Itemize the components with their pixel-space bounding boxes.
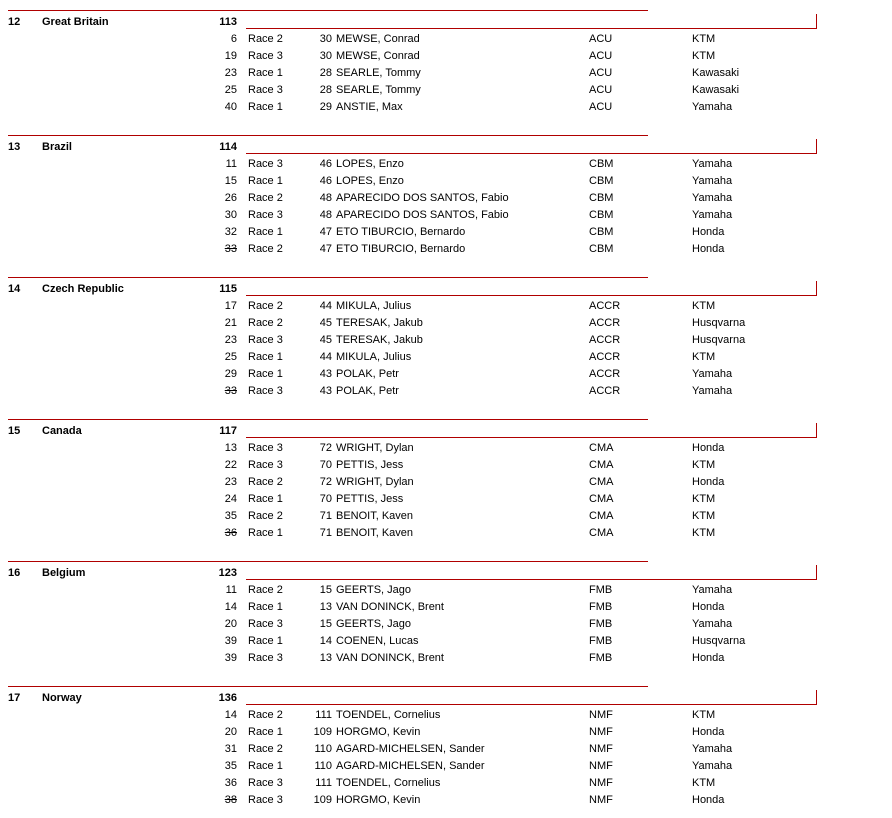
result-position: 39 [224,635,237,647]
bike-brand: KTM [692,709,716,721]
federation: NMF [589,709,613,721]
result-row [0,333,892,350]
team-points: 117 [219,425,237,437]
result-rows [0,299,892,401]
team-rank: 17 [8,692,21,704]
result-row [0,32,892,49]
race-label: Race 1 [248,635,283,647]
rider-name: TERESAK, Jakub [336,334,423,346]
team-name: Great Britain [42,16,109,28]
result-rows [0,441,892,543]
result-row [0,492,892,509]
team-name: Norway [42,692,82,704]
bike-brand: Honda [692,726,725,738]
bike-brand: Husqvarna [692,334,746,346]
result-position: 11 [225,584,237,596]
result-position: 19 [224,50,237,62]
rider-name: PETTIS, Jess [336,459,404,471]
race-label: Race 1 [248,493,283,505]
result-position: 26 [224,192,237,204]
team-name: Czech Republic [42,283,124,295]
result-position: 29 [224,368,237,380]
race-label: Race 2 [248,300,283,312]
federation: ACU [589,33,613,45]
header-underline-tick [816,690,817,705]
rider-number: 71 [319,527,332,539]
bike-brand: Yamaha [692,101,733,113]
rider-number: 48 [319,209,332,221]
bike-brand: Husqvarna [692,317,746,329]
team-points: 113 [219,16,237,28]
result-row [0,634,892,651]
bike-brand: Honda [692,794,725,806]
race-label: Race 3 [248,158,283,170]
rider-number: 43 [319,385,332,397]
federation: FMB [589,601,613,613]
rider-number: 110 [314,743,332,755]
rider-number: 15 [319,618,332,630]
bike-brand: KTM [692,351,716,363]
header-underline [246,437,816,438]
rider-number: 109 [313,794,332,806]
rider-name: BENOIT, Kaven [336,527,414,539]
federation: NMF [589,743,613,755]
federation: ACU [589,101,613,113]
federation: FMB [589,635,613,647]
rider-number: 28 [319,84,332,96]
rider-number: 70 [319,459,332,471]
team-name: Belgium [42,567,86,579]
race-label: Race 3 [248,209,283,221]
bike-brand: Yamaha [692,584,733,596]
team-rank: 15 [8,425,21,437]
result-position: 23 [224,334,237,346]
result-row [0,384,892,401]
result-row [0,100,892,117]
result-row [0,776,892,793]
rider-number: 72 [319,476,332,488]
rider-name: TOENDEL, Cornelius [336,709,441,721]
race-label: Race 3 [248,618,283,630]
race-label: Race 2 [248,476,283,488]
federation: NMF [589,726,613,738]
rider-name: ANSTIE, Max [336,101,403,113]
result-row [0,191,892,208]
rider-name: BENOIT, Kaven [336,510,414,522]
bike-brand: Yamaha [692,760,733,772]
rider-name: HORGMO, Kevin [336,726,421,738]
result-position: 23 [224,67,237,79]
bike-brand: KTM [692,50,716,62]
bike-brand: Kawasaki [692,84,740,96]
result-position: 15 [224,175,237,187]
race-label: Race 1 [248,226,283,238]
result-row [0,157,892,174]
bike-brand: Yamaha [692,618,733,630]
result-row [0,225,892,242]
bike-brand: Honda [692,226,725,238]
result-position: 31 [224,743,237,755]
rider-name: VAN DONINCK, Brent [336,652,444,664]
race-label: Race 2 [248,584,283,596]
result-position: 36 [224,777,237,789]
federation: FMB [589,584,613,596]
header-underline-tick [816,423,817,438]
result-position: 33 [224,385,237,397]
rider-number: 29 [319,101,332,113]
rider-name: WRIGHT, Dylan [336,442,414,454]
bike-brand: KTM [692,459,716,471]
federation: CBM [589,192,614,204]
rider-number: 46 [319,158,332,170]
rider-name: LOPES, Enzo [336,158,404,170]
header-underline [246,153,816,154]
result-row [0,49,892,66]
rider-name: TERESAK, Jakub [336,317,423,329]
race-label: Race 3 [248,50,283,62]
result-position: 33 [224,243,237,255]
result-row [0,83,892,100]
race-label: Race 3 [248,334,283,346]
header-underline [246,579,816,580]
race-label: Race 1 [248,351,283,363]
result-row [0,651,892,668]
bike-brand: KTM [692,493,716,505]
rider-name: MIKULA, Julius [336,351,412,363]
federation: ACCR [589,385,621,397]
result-position: 38 [224,794,237,806]
bike-brand: Kawasaki [692,67,740,79]
federation: ACCR [589,300,621,312]
bike-brand: Yamaha [692,385,733,397]
rider-number: 15 [319,584,332,596]
race-label: Race 2 [248,743,283,755]
result-row [0,350,892,367]
bike-brand: Yamaha [692,368,733,380]
result-row [0,708,892,725]
race-label: Race 3 [248,794,283,806]
section-divider [8,686,648,687]
result-row [0,299,892,316]
result-row [0,793,892,810]
team-rank: 16 [8,567,21,579]
federation: CBM [589,158,614,170]
bike-brand: Husqvarna [692,635,746,647]
team-name: Canada [42,425,82,437]
bike-brand: Yamaha [692,175,733,187]
rider-number: 47 [319,226,332,238]
result-row [0,316,892,333]
result-row [0,441,892,458]
team-points: 114 [219,141,237,153]
result-row [0,208,892,225]
rider-name: MEWSE, Conrad [336,33,420,45]
federation: ACCR [589,351,621,363]
result-position: 20 [224,618,237,630]
result-position: 14 [224,709,237,721]
federation: NMF [589,760,613,772]
bike-brand: KTM [692,527,716,539]
bike-brand: KTM [692,510,716,522]
team-points: 123 [218,567,237,579]
federation: CBM [589,209,614,221]
rider-number: 72 [319,442,332,454]
result-row [0,583,892,600]
rider-name: ETO TIBURCIO, Bernardo [336,243,466,255]
team-rank: 14 [8,283,21,295]
header-underline-tick [816,14,817,29]
rider-number: 30 [319,50,332,62]
result-row [0,526,892,543]
race-label: Race 3 [248,777,283,789]
result-row [0,725,892,742]
team-points: 136 [218,692,237,704]
rider-name: MEWSE, Conrad [336,50,420,62]
header-underline [246,28,816,29]
race-label: Race 2 [248,709,283,721]
race-label: Race 1 [248,368,283,380]
federation: CMA [589,476,614,488]
rider-number: 30 [319,33,332,45]
result-position: 21 [224,317,237,329]
section-divider [8,561,648,562]
result-position: 24 [224,493,237,505]
result-position: 39 [224,652,237,664]
bike-brand: KTM [692,777,716,789]
result-position: 17 [224,300,237,312]
rider-name: APARECIDO DOS SANTOS, Fabio [336,192,509,204]
race-label: Race 2 [248,192,283,204]
federation: CMA [589,527,614,539]
federation: CMA [589,442,614,454]
result-rows [0,32,892,117]
result-position: 35 [224,760,237,772]
result-position: 6 [230,33,237,45]
result-row [0,242,892,259]
result-rows [0,708,892,810]
section-divider [8,10,648,11]
team-name: Brazil [42,141,72,153]
federation: NMF [589,794,613,806]
result-row [0,66,892,83]
federation: ACU [589,67,613,79]
rider-name: POLAK, Petr [336,368,399,380]
rider-name: HORGMO, Kevin [336,794,421,806]
rider-name: POLAK, Petr [336,385,399,397]
result-position: 36 [224,527,237,539]
race-label: Race 3 [248,442,283,454]
result-row [0,174,892,191]
bike-brand: KTM [692,300,716,312]
result-row [0,759,892,776]
race-label: Race 1 [248,726,283,738]
rider-number: 45 [319,317,332,329]
rider-number: 14 [319,635,332,647]
bike-brand: Yamaha [692,209,733,221]
race-label: Race 3 [248,652,283,664]
result-position: 25 [224,351,237,363]
race-label: Race 2 [248,243,283,255]
result-row [0,600,892,617]
bike-brand: Honda [692,442,725,454]
bike-brand: Honda [692,243,725,255]
result-position: 35 [224,510,237,522]
rider-number: 43 [319,368,332,380]
federation: ACCR [589,317,621,329]
rider-number: 109 [313,726,332,738]
race-label: Race 1 [248,101,283,113]
bike-brand: Yamaha [692,743,733,755]
result-position: 40 [224,101,237,113]
race-label: Race 2 [248,510,283,522]
rider-name: WRIGHT, Dylan [336,476,414,488]
rider-name: SEARLE, Tommy [336,84,421,96]
race-label: Race 1 [248,760,283,772]
rider-number: 13 [319,601,332,613]
race-label: Race 3 [248,459,283,471]
result-row [0,742,892,759]
bike-brand: Honda [692,476,725,488]
rider-number: 70 [319,493,332,505]
race-label: Race 1 [248,67,283,79]
rider-number: 13 [319,652,332,664]
result-row [0,458,892,475]
header-underline-tick [816,565,817,580]
rider-name: AGARD-MICHELSEN, Sander [336,760,485,772]
race-label: Race 2 [248,317,283,329]
team-rank: 13 [8,141,21,153]
federation: CMA [589,510,614,522]
rider-number: 48 [319,192,332,204]
rider-name: AGARD-MICHELSEN, Sander [336,743,485,755]
rider-name: GEERTS, Jago [336,618,411,630]
team-points: 115 [219,283,237,295]
rider-name: COENEN, Lucas [336,635,419,647]
section-divider [8,135,648,136]
race-label: Race 3 [248,385,283,397]
rider-number: 28 [319,67,332,79]
team-rank: 12 [8,16,21,28]
rider-number: 46 [319,175,332,187]
federation: CMA [589,459,614,471]
rider-number: 44 [319,300,332,312]
race-label: Race 1 [248,601,283,613]
result-rows [0,583,892,668]
federation: CBM [589,175,614,187]
rider-number: 71 [319,510,332,522]
rider-number: 44 [319,351,332,363]
section-divider [8,277,648,278]
result-position: 30 [224,209,237,221]
rider-name: GEERTS, Jago [336,584,411,596]
result-position: 14 [224,601,237,613]
bike-brand: Yamaha [692,158,733,170]
race-label: Race 3 [248,84,283,96]
rider-name: APARECIDO DOS SANTOS, Fabio [336,209,509,221]
result-position: 23 [224,476,237,488]
rider-number: 45 [319,334,332,346]
rider-name: VAN DONINCK, Brent [336,601,444,613]
rider-name: PETTIS, Jess [336,493,404,505]
federation: NMF [589,777,613,789]
federation: ACU [589,84,613,96]
federation: CBM [589,243,614,255]
race-label: Race 1 [248,175,283,187]
bike-brand: Yamaha [692,192,733,204]
federation: ACU [589,50,613,62]
result-row [0,367,892,384]
rider-number: 111 [315,777,332,789]
header-underline [246,704,816,705]
federation: FMB [589,618,613,630]
bike-brand: Honda [692,652,725,664]
result-position: 13 [224,442,237,454]
result-position: 22 [224,459,237,471]
rider-name: MIKULA, Julius [336,300,412,312]
result-position: 32 [224,226,237,238]
rider-name: TOENDEL, Cornelius [336,777,441,789]
federation: ACCR [589,368,621,380]
result-row [0,509,892,526]
rider-name: ETO TIBURCIO, Bernardo [336,226,466,238]
bike-brand: Honda [692,601,725,613]
race-label: Race 1 [248,527,283,539]
header-underline [246,295,816,296]
rider-name: SEARLE, Tommy [336,67,421,79]
result-row [0,617,892,634]
header-underline-tick [816,139,817,154]
federation: ACCR [589,334,621,346]
result-position: 25 [224,84,237,96]
result-rows [0,157,892,259]
result-position: 11 [225,158,237,170]
federation: CBM [589,226,614,238]
rider-number: 111 [315,709,332,721]
federation: FMB [589,652,613,664]
rider-name: LOPES, Enzo [336,175,404,187]
header-underline-tick [816,281,817,296]
rider-number: 110 [314,760,332,772]
rider-number: 47 [319,243,332,255]
bike-brand: KTM [692,33,716,45]
race-label: Race 2 [248,33,283,45]
result-position: 20 [224,726,237,738]
section-divider [8,419,648,420]
federation: CMA [589,493,614,505]
result-row [0,475,892,492]
